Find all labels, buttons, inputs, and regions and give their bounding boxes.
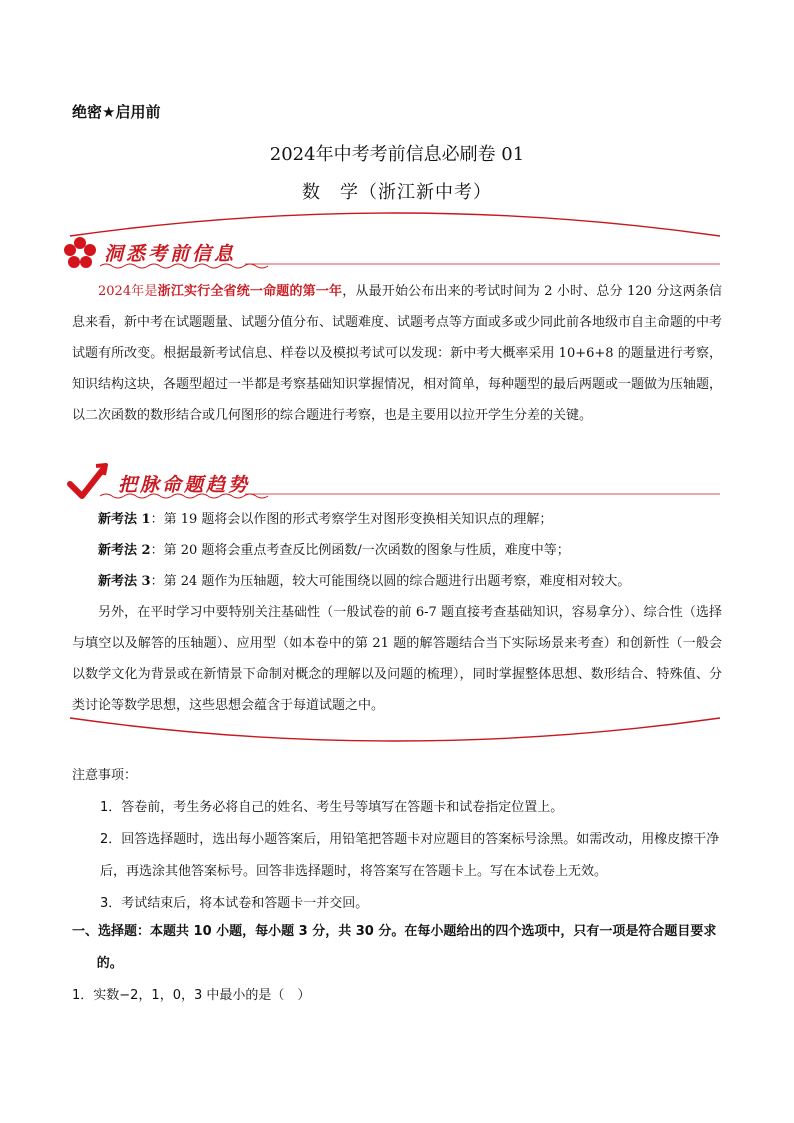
text-highlight: 浙江实行全省统一命题的第一年 [157, 284, 343, 299]
trend-item: 新考法 1：第 19 题将会以作图的形式考察学生对图形变换相关知识点的理解； [98, 512, 553, 527]
exam-subtitle: 数 学（浙江新中考） [302, 182, 492, 203]
trends-paragraph: 另外，在平时学习中要特别关注基础性（一般试卷的前 6-7 题直接考查基础知识，容易拿分）、综合性（选择与填空以及解答的压轴题）、应用型（如本卷中的第 21 题的解答题结合当下实际场景来考查）和创新性（一般会以数学文化为背景或在新情景下命制对概念的理解以及问题的梳理），同时掌握整体思想、数形结合、特殊值、分类讨论等数学思想，这些思想会蕴含于每道试题之中。 [72, 605, 722, 713]
question-1: 1．实数−2，1，0，3 中最小的是（ ） [72, 988, 311, 1003]
notes-title: 注意事项： [72, 768, 138, 783]
notes-block [72, 760, 732, 920]
trend-item: 新考法 2：第 20 题将会重点考查反比例函数/一次函数的图象与性质，难度中等； [98, 543, 570, 558]
confidential-label: 绝密★启用前 [72, 103, 161, 121]
exam-info-paragraph [72, 276, 722, 431]
part1-heading: 一、选择题：本题共 10 小题，每小题 3 分，共 30 分。在每小题给出的四个选项中，只有一项是符合题目要求的。 [72, 924, 717, 971]
text-year: 2024年是 [98, 284, 158, 299]
part1-block [72, 916, 732, 1012]
note-item: 1．答卷前，考生务必将自己的姓名、考生号等填写在答题卡和试卷指定位置上。 [100, 800, 564, 815]
check-arrow-icon [66, 462, 110, 502]
exam-title: 2024年中考考前信息必刷卷 01 [269, 144, 525, 165]
section-heading-trends: 把脉命题趋势 [118, 474, 251, 496]
flower-icon [63, 236, 97, 270]
note-item: 2．回答选择题时，选出每小题答案后，用铅笔把答题卡对应题目的答案标号涂黑。如需改动，用橡皮擦干净后，再选涂其他答案标号。回答非选择题时，将答案写在答题卡上。写在本试卷上无效。 [100, 832, 720, 879]
trend-item: 新考法 3：第 24 题作为压轴题，较大可能围绕以圆的综合题进行出题考察，难度相对较大。 [98, 574, 631, 589]
note-item: 3．考试结束后，将本试卷和答题卡一并交回。 [100, 896, 369, 911]
section-heading-exam-info: 洞悉考前信息 [104, 243, 237, 265]
trends-block [72, 504, 722, 721]
text-body: ，从最开始公布出来的考试时间为 2 小时、总分 120 分这两条信息来看，新中考在试题题量、试题分值分布、试题难度、试题考点等方面或多或少同此前各地级市自主命题的中考试题有所改变。根据最新考试信息、样卷以及模拟考试可以发现：新中考大概率采用 10+6+8 的题量进行考察，知识结构这块，各题型超过一半都是考察基础知识掌握情况，相对简单，每种题型的最后两题或一题做为压轴题，以二次函数的数形结合或几何图形的综合题进行考察，也是主要用以拉开学生分差的关键。 [72, 284, 723, 423]
